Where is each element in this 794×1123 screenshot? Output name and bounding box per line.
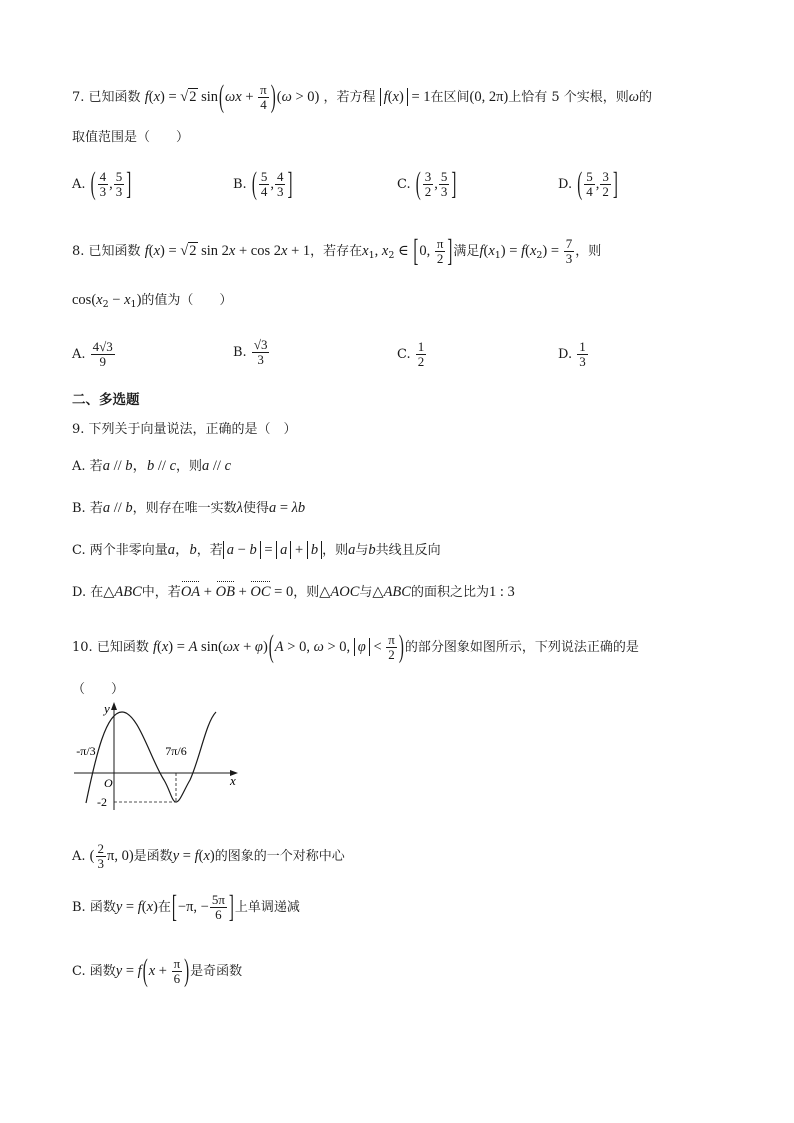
y-axis-arrow [111, 702, 117, 710]
q8-option-c[interactable]: C. $\frac{1}{2}$ [397, 339, 425, 369]
q10-sine-graph [72, 700, 247, 815]
q7-option-a[interactable]: A. ( $\frac{4}{3}$ , $\frac{5}{3}$ ] [72, 167, 132, 202]
q8-number: 8. [72, 244, 85, 259]
q7-number: 7. [72, 90, 85, 105]
q9-option-c[interactable]: C. 两个非零向量a，b，若 a − b = a + b ，则a与b共线且反向 [72, 542, 441, 558]
q8-option-a[interactable]: A. $\frac{4√3}{9}$ [72, 339, 113, 369]
origin-label: O [104, 776, 113, 790]
q8-option-a-value: $\frac{4√3}{9}$ [92, 339, 113, 369]
q7-option-b[interactable]: B. ( $\frac{5}{4}$ , $\frac{4}{3}$ ] [233, 167, 293, 202]
q8-line2: $\cos(x_2 - x_1)$的值为（ ） [72, 292, 233, 310]
q10-option-c[interactable]: C. 函数y = f(x + $\frac{\pi}{6}$ )是奇函数 [72, 954, 243, 989]
q8-option-d[interactable]: D. $\frac{1}{3}$ [558, 339, 586, 369]
left-tick-label: -π/3 [76, 744, 96, 758]
q7-option-c[interactable]: C. ( $\frac{3}{2}$ , $\frac{5}{3}$ ] [397, 167, 457, 202]
q9-stem: 9. 下列关于向量说法，正确的是（ ） [72, 422, 297, 437]
min-value-label: -2 [97, 795, 107, 809]
q10-option-a[interactable]: A. ( $\frac{2}{3}$ π, 0)是函数y = f(x)的图象的一个对称中心 [72, 841, 345, 871]
q7-option-d[interactable]: D. ( $\frac{5}{4}$ , $\frac{3}{2}$ ] [558, 167, 618, 202]
q10-number: 10. [72, 640, 93, 655]
q7-line2: 取值范围是（ ） [72, 130, 190, 145]
q10-line1: 10. 已知函数 f(x) = A sin(ωx + φ)(A > 0, ω > 0, φ < $\frac{\pi}{2}$ )的部分图象如图所示，下列说法正确的是 [72, 630, 639, 665]
right-tick-label: 7π/6 [165, 744, 187, 758]
q9-option-a[interactable]: A. 若a // b，b // c，则a // c [72, 458, 232, 474]
q8-line1: 8. 已知函数 f(x) = √2 sin 2x + cos 2x + 1，若存在$x_1$, $x_2$ ∈ [0, $\frac{\pi}{2}$ ]满足$f(x_1) = f(x_2)$ = $\frac{7}{3}$ ，则 [72, 234, 602, 269]
q7-line1: 7. 已知函数 f(x) = √2 sin(ωx + $\frac{\pi}{4}$ )(ω > 0) ，若方程 f(x) = 1在区间(0, 2π)上恰有 5 个实根，则ω的 [72, 80, 653, 115]
q8-option-b[interactable]: B. $\frac{√3}{3}$ [233, 337, 268, 367]
y-axis-label: y [104, 701, 110, 716]
q8-option-b-value: $\frac{√3}{3}$ [253, 337, 268, 367]
x-axis-label: x [230, 773, 236, 788]
q9-option-b[interactable]: B. 若a // b，则存在唯一实数λ使得a = λb [72, 500, 306, 516]
q10-line2: （ ） [72, 682, 125, 697]
q8-option-c-value: $\frac{1}{2}$ [417, 339, 425, 369]
q10-option-b[interactable]: B. 函数y = f(x)在[−π, − $\frac{5\pi}{6}$ ]上单调递减 [72, 890, 300, 925]
q7-equation: f(x) [380, 88, 408, 106]
q7-function-formula: f [144, 89, 149, 105]
section-title: 二、多选题 [72, 392, 140, 408]
q8-option-d-value: $\frac{1}{3}$ [579, 339, 586, 369]
q9-option-d[interactable]: D. 在△ABC中，若OA + OB + OC = 0，则△AOC与△ABC的面积之比为1 : 3 [72, 584, 515, 600]
